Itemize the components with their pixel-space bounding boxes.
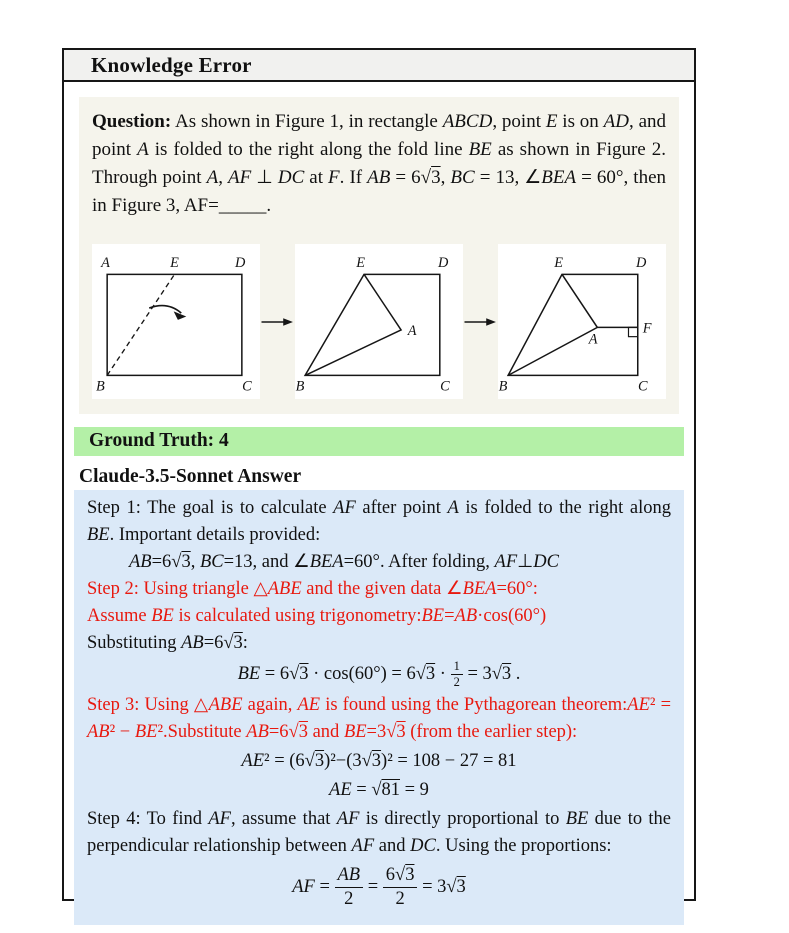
right-arrow-icon xyxy=(260,314,294,330)
one-half-fraction: $\frac{1}{2}$ xyxy=(451,659,463,690)
vertex-label-d: D xyxy=(235,254,246,271)
be-equation-left: BE = 6√3 · cos(60°) = 6√3 · xyxy=(237,663,451,684)
vertex-label-b: B xyxy=(96,378,105,395)
six-root-three-over-2-fraction: $\frac{6√3}{2}$ xyxy=(383,864,418,911)
ground-truth-label: Ground Truth: xyxy=(89,430,215,451)
card-title: Knowledge Error xyxy=(91,52,252,77)
figure-1-diagram xyxy=(92,244,260,399)
knowledge-error-card xyxy=(62,48,696,910)
answer-heading: Claude-3.5-Sonnet Answer xyxy=(79,466,302,487)
vertex-label-f: F xyxy=(642,320,652,337)
question-text xyxy=(92,108,666,220)
vertex-label-d: D xyxy=(437,254,449,271)
vertex-label-a: A xyxy=(101,254,110,271)
be-equation xyxy=(87,659,671,690)
right-arrow-icon xyxy=(463,314,497,330)
question-body: As shown in Figure 1, in rectangle ABCD, point E is on AD, and point A is folded to the right along the fold line BE as shown in Figure 2. Through point A, AF ⊥ DC at F. If AB = 6√3, BC = 13, ∠BEA = 60°, then in Figure 3, AF=_____. xyxy=(92,111,667,216)
answer-step-1: Step 1: The goal is to calculate AF after point A is folded to the right along BE. Important details provided: xyxy=(87,498,671,545)
header-bar xyxy=(64,50,694,82)
be-equation-right: = 3√3 . xyxy=(462,663,521,684)
af-equation-rhs: = 3√3 xyxy=(417,876,466,897)
answer-step-3: Step 3: Using △ABE again, AE is found using the Pythagorean theorem:AE² = AB² − BE².Substitute AB=6√3 and BE=3√3 (from the earlier step): xyxy=(87,695,672,742)
af-equation xyxy=(87,864,671,911)
vertex-label-a: A xyxy=(588,331,598,348)
vertex-label-d: D xyxy=(635,254,646,271)
question-block xyxy=(79,97,679,414)
vertex-label-b: B xyxy=(295,378,305,395)
figures-row xyxy=(92,244,666,399)
ae-squared-equation: AE² = (6√3)²−(3√3)² = 108 − 27 = 81 xyxy=(241,751,517,771)
answer-block xyxy=(74,490,684,925)
af-equation-mid: = xyxy=(363,876,383,897)
answer-step-2-line-1: Step 2: Using triangle △ABE and the given data ∠BEA=60°: xyxy=(87,579,538,599)
answer-step-4: Step 4: To find AF, assume that AF is directly proportional to BE due to the perpendicular relationship between AF and DC. Using the proportions: xyxy=(87,809,672,856)
figure-3-diagram xyxy=(498,244,666,399)
question-label: Question: xyxy=(92,111,172,132)
answer-substituting: Substituting AB=6√3: xyxy=(87,633,248,653)
ab-over-2-fraction: $\frac{AB}{2}$ xyxy=(335,864,364,911)
ground-truth-bar xyxy=(74,427,684,456)
vertex-label-a: A xyxy=(407,322,417,339)
vertex-label-c: C xyxy=(439,378,450,395)
answer-step-2-line-2: Assume BE is calculated using trigonometry:BE=AB·cos(60°) xyxy=(87,606,547,626)
af-equation-lhs: AF = xyxy=(292,876,335,897)
vertex-label-e: E xyxy=(553,254,563,271)
vertex-label-b: B xyxy=(498,378,508,395)
ae-equation: AE = √81 = 9 xyxy=(329,780,429,800)
vertex-label-e: E xyxy=(356,254,365,271)
vertex-label-e: E xyxy=(170,254,179,271)
vertex-label-c: C xyxy=(637,378,648,395)
figure-2-diagram xyxy=(295,244,463,399)
vertex-label-c: C xyxy=(242,378,252,395)
ground-truth-value: 4 xyxy=(219,430,229,451)
answer-details: AB=6√3, BC=13, and ∠BEA=60°. After folding, AF⊥DC xyxy=(129,552,559,572)
